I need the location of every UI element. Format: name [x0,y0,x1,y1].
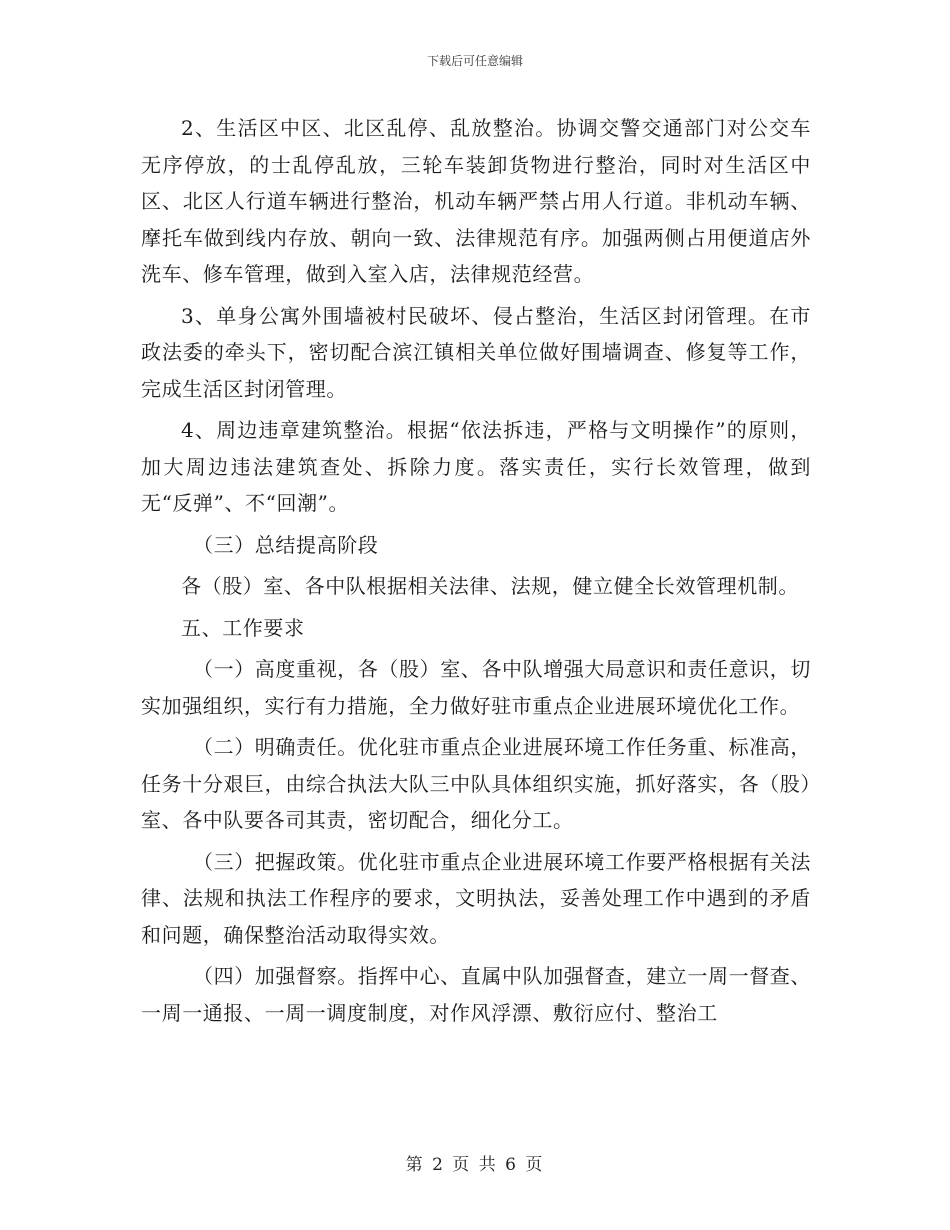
paragraph-requirement-4: （四）加强督察。指挥中心、直属中队加强督查，建立一周一督查、一周一通报、一周一调度制度，对作风浮漂、敷衍应付、整治工 [141,964,811,1025]
paragraph-requirement-1: （一）高度重视，各（股）室、各中队增强大局意识和责任意识，切实加强组织，实行有力措施，全力做好驻市重点企业进展环境优化工作。 [141,657,811,718]
paragraph-item-2: 2、生活区中区、北区乱停、乱放整治。协调交警交通部门对公交车无序停放，的士乱停乱放，三轮车装卸货物进行整治，同时对生活区中区、北区人行道车辆进行整治，机动车辆严禁占用人行道。非机动车辆、摩托车做到线内存放、朝向一致、法律规范有序。加强两侧占用便道店外洗车、修车管理，做到入室入店，法律规范经营。 [141,116,811,286]
section-heading-summary-stage: （三）总结提高阶段 [193,532,379,557]
paragraph-requirement-2: （二）明确责任。优化驻市重点企业进展环境工作任务重、标准高，任务十分艰巨，由综合执法大队三中队具体组织实施，抓好落实，各（股）室、各中队要各司其责，密切配合，细化分工。 [141,735,811,832]
page-header: 下载后可任意编辑 [426,54,523,68]
document-body [141,110,811,1036]
page-footer: 第 2 页 共 6 页 [405,1155,545,1175]
paragraph-requirement-3: （三）把握政策。优化驻市重点企业进展环境工作要严格根据有关法律、法规和执法工作程序的要求，文明执法，妥善处理工作中遇到的矛盾和问题，确保整治活动取得实效。 [141,849,811,947]
paragraph-item-3: 3、单身公寓外围墙被村民破坏、侵占整治，生活区封闭管理。在市政法委的牵头下，密切配合滨江镇相关单位做好围墙调查、修复等工作，完成生活区封闭管理。 [141,303,811,401]
paragraph-long-term-mechanism: 各（股）室、各中队根据相关法律、法规，健立健全长效管理机制。 [181,574,799,598]
section-heading-work-requirements: 五、工作要求 [181,615,305,640]
paragraph-item-4: 4、周边违章建筑整治。根据“依法拆违，严格与文明操作”的原则，加大周边违法建筑查处、拆除力度。落实责任，实行长效管理，做到无“反弹”、不“回潮”。 [141,418,811,515]
